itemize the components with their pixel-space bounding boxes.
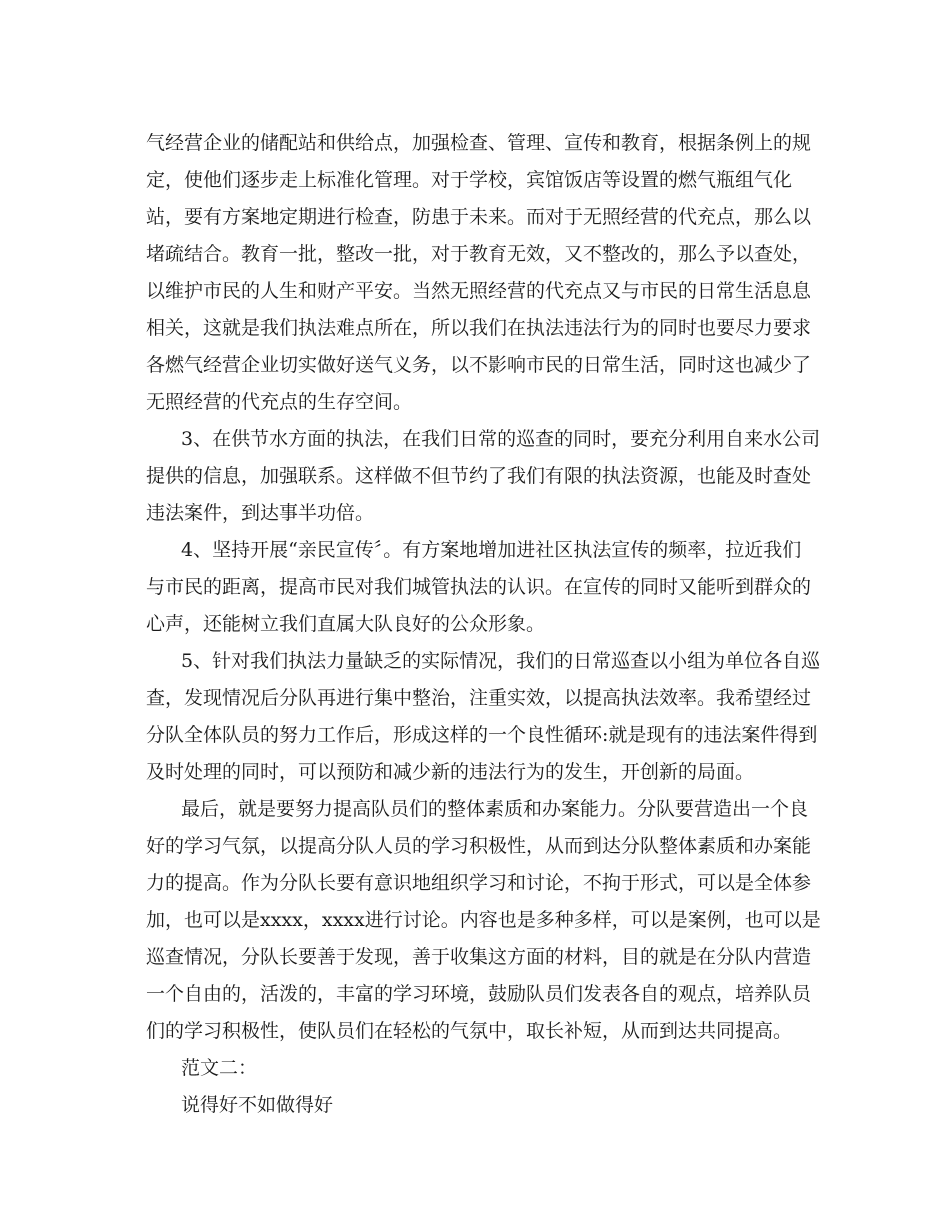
text-line-2: 定，使他们逐步走上标准化管理。对于学校，宾馆饭店等设置的燃气瓶组气化 [146,169,793,191]
text-line-5: 以维护市民的人生和财产平安。当然无照经营的代充点又与市民的日常生活息息 [146,280,812,302]
text-line-3: 站，要有方案地定期进行检查，防患于未来。而对于无照经营的代充点，那么以 [146,206,812,228]
paragraph-3-line-3: 违法案件，到达事半功倍。 [146,502,375,524]
paragraph-5-line-4: 及时处理的同时，可以预防和减少新的违法行为的发生，开创新的局面。 [146,761,755,783]
paragraph-5-line-2: 查，发现情况后分队再进行集中整治，注重实效，以提高执法效率。我希望经过 [146,687,812,709]
text-line-6: 相关，这就是我们执法难点所在，所以我们在执法违法行为的同时也要尽力要求 [146,317,812,339]
paragraph-4-line-3: 心声，还能树立我们直属大队良好的公众形象。 [146,613,546,635]
section-heading-sample-two: 范文二： [181,1057,258,1079]
paragraph-final-line-4: 加，也可以是xxxx，xxxx进行讨论。内容也是多种多样，可以是案例，也可以是 [146,909,821,931]
paragraph-3-line-2: 提供的信息，加强联系。这样做不但节约了我们有限的执法资源，也能及时查处 [146,465,812,487]
paragraph-final-line-5: 巡查情况，分队长要善于发现，善于收集这方面的材料，目的就是在分队内营造 [146,946,812,968]
text-line-8: 无照经营的代充点的生存空间。 [146,391,413,413]
paragraph-4-line-1: 4、坚持开展“亲民宣传〞。有方案地增加进社区执法宣传的频率，拉近我们 [181,539,802,561]
text-line-4: 堵疏结合。教育一批，整改一批，对于教育无效，又不整改的，那么予以查处， [146,243,812,265]
paragraph-final-line-2: 好的学习气氛，以提高分队人员的学习积极性，从而到达分队整体素质和办案能 [146,835,812,857]
paragraph-5-line-3: 分队全体队员的努力工作后，形成这样的一个良性循环:就是现有的违法案件得到 [146,724,818,746]
paragraph-5-line-1: 5、针对我们执法力量缺乏的实际情况，我们的日常巡查以小组为单位各自巡 [181,650,821,672]
paragraph-4-line-2: 与市民的距离，提高市民对我们城管执法的认识。在宣传的同时又能听到群众的 [146,576,812,598]
text-line-7: 各燃气经营企业切实做好送气义务，以不影响市民的日常生活，同时这也减少了 [146,354,812,376]
paragraph-final-line-6: 一个自由的，活泼的，丰富的学习环境，鼓励队员们发表各自的观点，培养队员 [146,983,812,1005]
paragraph-final-line-3: 力的提高。作为分队长要有意识地组织学习和讨论，不拘于形式，可以是全体参 [146,872,812,894]
paragraph-3-line-1: 3、在供节水方面的执法，在我们日常的巡查的同时，要充分利用自来水公司 [181,428,821,450]
paragraph-final-line-7: 们的学习积极性，使队员们在轻松的气氛中，取长补短，从而到达共同提高。 [146,1020,793,1042]
text-line-1: 气经营企业的储配站和供给点，加强检查、管理、宣传和教育，根据条例上的规 [146,132,812,154]
paragraph-final-line-1: 最后，就是要努力提高队员们的整体素质和办案能力。分队要营造出一个良 [181,798,809,820]
sample-two-title: 说得好不如做得好 [181,1094,334,1116]
